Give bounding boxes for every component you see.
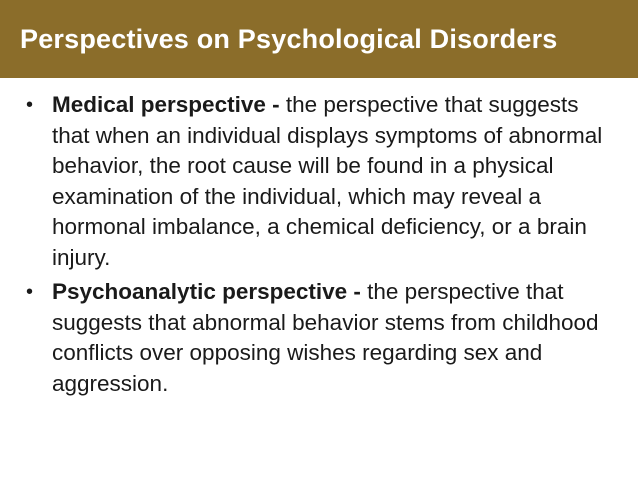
slide-title: Perspectives on Psychological Disorders [20, 23, 558, 54]
title-bar [0, 0, 638, 78]
term-medical-perspective: Medical perspective - [52, 92, 280, 117]
bullet-medical-perspective [26, 90, 616, 273]
bullet-psychoanalytic-perspective [26, 277, 616, 399]
term-psychoanalytic-perspective: Psychoanalytic perspective - [52, 279, 361, 304]
bullet-marker-icon: • [26, 94, 34, 116]
bullet-list [26, 90, 616, 403]
definition-psychoanalytic-perspective: the perspective that suggests that abnormal behavior stems from childhood conflicts over opposing wishes regarding sex and aggression. [52, 279, 599, 396]
definition-medical-perspective: the perspective that suggests that when an individual displays symptoms of abnormal behavior, the root cause will be found in a physical examination of the individual, which may reveal a hormonal imbalance, a chemical deficiency, or a brain injury. [52, 92, 603, 270]
bullet-marker-icon: • [26, 281, 34, 303]
